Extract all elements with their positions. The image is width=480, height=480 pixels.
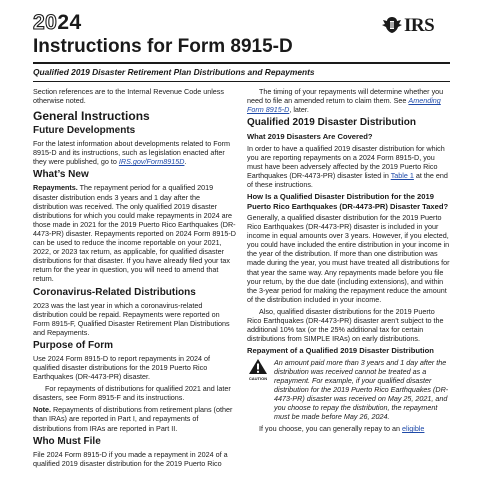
whats-new-heading: What’s New bbox=[33, 169, 89, 181]
coronavirus-heading: Coronavirus-Related Distributions bbox=[33, 286, 196, 298]
covered-heading: What 2019 Disasters Are Covered? bbox=[247, 132, 373, 142]
caution-label: CAUTION bbox=[248, 375, 268, 381]
who-must-file-text: File 2024 Form 8915-D if you made a repayment in 2024 of a qualified 2019 disaster distribution for the 2019 Puerto Rico bbox=[33, 449, 228, 468]
future-developments-heading: Future Developments bbox=[33, 125, 136, 137]
eagle-icon bbox=[381, 15, 403, 35]
page-title: Instructions for Form 8915-D bbox=[33, 36, 293, 57]
form-year: 2024 bbox=[33, 11, 82, 34]
purpose-text-2: For repayments of distributions for qualified 2021 and later disasters, see Form 8915-F and its instructions. bbox=[33, 384, 231, 403]
intro-text: Section references are to the Internal Revenue Code unless otherwise noted. bbox=[33, 87, 224, 106]
page-subtitle: Qualified 2019 Disaster Retirement Plan Distributions and Repayments bbox=[33, 67, 315, 77]
title-divider bbox=[33, 62, 450, 64]
amending-form-link[interactable]: Amending Form 8915-D bbox=[247, 96, 441, 115]
repayment-heading: Repayment of a Qualified 2019 Disaster Distribution bbox=[247, 346, 434, 356]
also-text: Also, qualified disaster distributions for the 2019 Puerto Rico Earthquakes (DR-4473-PR) disaster aren’t subject to the additional 10% tax (or the 25% additional tax for certain distributions from SIMPLE IRAs) on early distributions. bbox=[247, 306, 444, 344]
note-paragraph: Note. Repayments of distributions from retirement plans (other than IRAs) are reported in Part I, and repayments of distributions from IRAs are reported in Part II. bbox=[33, 405, 233, 433]
caution-box bbox=[247, 358, 450, 425]
eligible-link[interactable]: eligible bbox=[402, 424, 425, 434]
table1-link[interactable]: Table 1 bbox=[390, 170, 414, 180]
repayments-paragraph: Repayments. The repayment period for a qualified 2019 disaster distribution ends 3 years and 1 day after the distribution was received. The only qualified 2019 disaster distributions for which you could make repayments in 2024 are those made in 2021 for the 2019 Puerto Rico Earthquakes (DR-4473-PR) disaster. Repayments reported on 2024 Form 8915-D can be used to reduce the income reportable on your 2021, 2022, or 2023 tax return, as applicable, for qualified disaster distributions for that disaster. If you have already filed your tax return for the year in question, you will need to amend that return. bbox=[33, 183, 236, 284]
coronavirus-text: 2023 was the last year in which a coronavirus-related distribution could be repaid. Repayments were reported on Form 8915-F, Qualified Disaster Retirement Plan Distributions and Repayments. bbox=[33, 300, 230, 337]
future-developments-text: For the latest information about developments related to Form 8915-D and its instructions, such as legislation enacted after they were published, go to IRS.gov/Form8915D. bbox=[33, 139, 230, 167]
irs-logo bbox=[381, 15, 434, 35]
who-must-file-heading: Who Must File bbox=[33, 435, 101, 447]
right-column bbox=[247, 87, 450, 436]
caution-text: An amount paid more than 3 years and 1 day after the distribution was received cannot be treated as a repayment. For example, if your qualified disaster distribution for the 2019 Puerto Rico Earthquakes (DR-4473-PR) disaster was received on May 25, 2021, and you choose to repay the distribution, the repayment must be made before May 26, 2024. bbox=[274, 357, 449, 422]
purpose-heading: Purpose of Form bbox=[33, 339, 114, 351]
timing-text: The timing of your repayments will determine whether you need to file an amended return to claim them. See Amending Form 8915-D, later. bbox=[247, 87, 444, 115]
left-column bbox=[33, 87, 236, 471]
qualified-distribution-heading: Qualified 2019 Disaster Distribution bbox=[247, 117, 416, 129]
purpose-text: Use 2024 Form 8915-D to report repayments in 2024 of qualified disaster distributions for the 2019 Puerto Rico Earthquakes (DR-4473-PR) disaster. bbox=[33, 353, 210, 382]
how-taxed-heading: How Is a Qualified Disaster Distribution for the 2019 Puerto Rico Earthquakes (DR-4473-PR) Disaster Taxed? bbox=[247, 192, 449, 211]
covered-text: In order to have a qualified 2019 disaster distribution for which you are reporting repayments on a 2024 Form 8915-D, you must have been adversely affected by the 2019 Puerto Rico Earthquakes (DR-4473-PR) disaster listed in Table 1 at the end of these instructions. bbox=[247, 143, 448, 190]
subtitle-divider bbox=[33, 81, 450, 82]
caution-icon bbox=[247, 358, 269, 381]
logo-text: IRS bbox=[404, 14, 435, 36]
how-taxed-text: Generally, a qualified disaster distribution for the 2019 Puerto Rico Earthquakes (DR-4473-PR) disaster is included in your income in equal amounts over 3 years. However, if you elected, you could have included the entire distribution in your income in the year of the distribution. If more than one distribution was made during the year, you must have treated all distributions for that year the same way. Any repayments made before you file your return, by the due date (including extensions), and within the 3-year period for making the repayment reduce the amount of the distribution included in your income. bbox=[247, 212, 450, 304]
general-instructions-heading: General Instructions bbox=[33, 109, 150, 124]
form8915d-link[interactable]: IRS.gov/Form8915D bbox=[118, 157, 185, 167]
choose-text: If you choose, you can generally repay to an eligible bbox=[259, 424, 425, 434]
